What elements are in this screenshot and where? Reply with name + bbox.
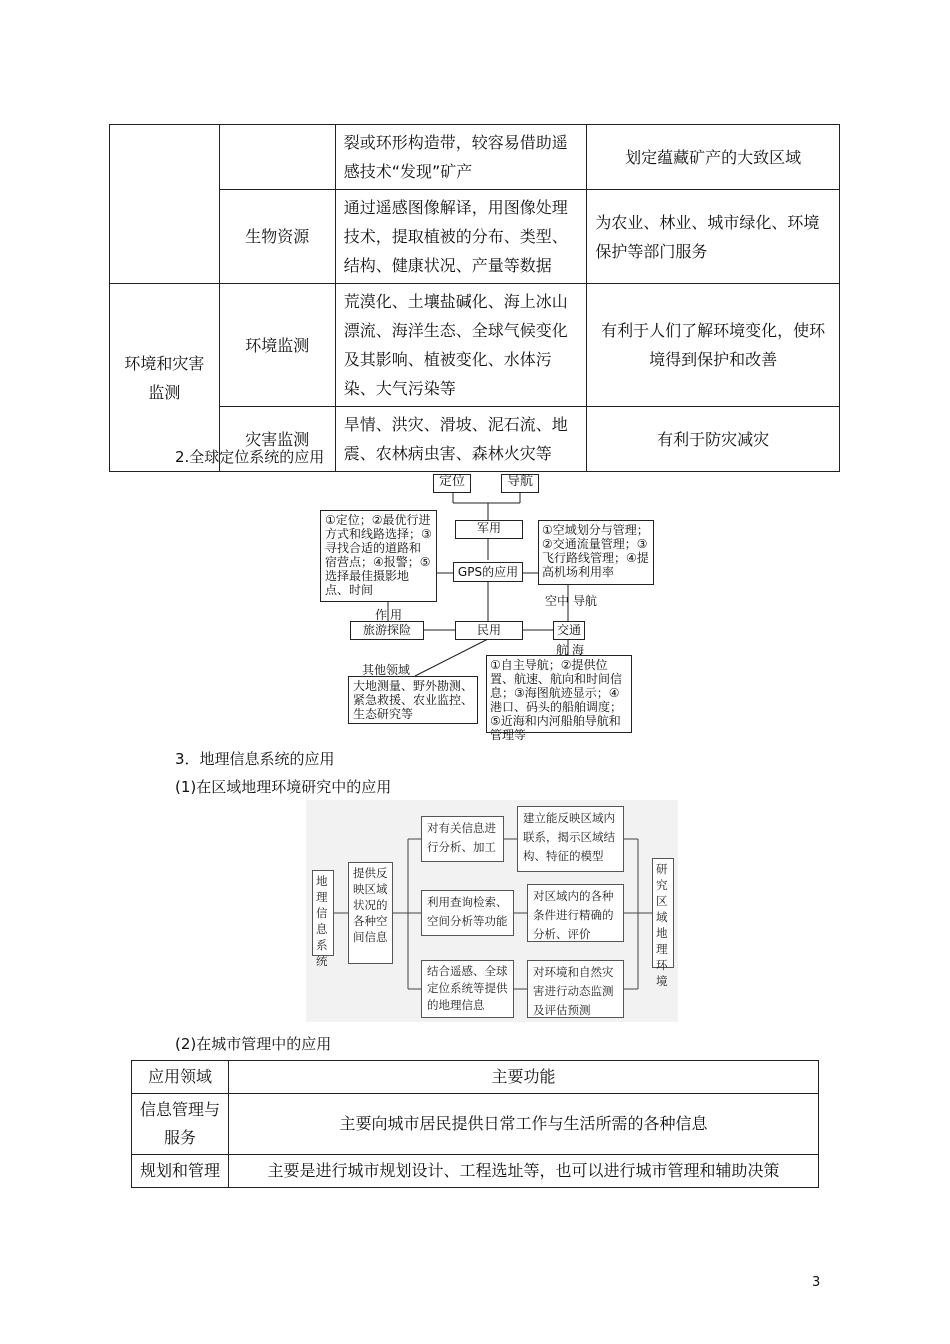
sea-navigation-box: ①自主导航；②提供位置、航速、航向和时间信息；③海图航迹显示；④港口、码头的船舶调度；⑤近海和内河船舶导航和管理等 [486, 655, 632, 733]
table-cell: 主要向城市居民提供日常工作与生活所需的各种信息 [229, 1094, 819, 1155]
sub-heading: (1)在区域地理环境研究中的应用 [175, 778, 392, 796]
section-heading: 3．地理信息系统的应用 [175, 750, 335, 768]
table-cell: 有利于防灾减灾 [587, 407, 840, 472]
table-row [132, 1061, 819, 1094]
table-cell: 规划和管理 [132, 1155, 229, 1188]
table-cell: 为农业、林业、城市绿化、环境保护等部门服务 [587, 190, 840, 284]
gis-diagram [306, 800, 678, 1022]
table-cell: 旱情、洪灾、滑坡、泥石流、地震、农林病虫害、森林火灾等 [335, 407, 587, 472]
research-box: 研究区域地理环境 [652, 858, 674, 968]
label-hang: 航 [556, 643, 569, 657]
table-row [132, 1155, 819, 1188]
label-other: 其他领域 [362, 663, 411, 677]
sub-heading: (2)在城市管理中的应用 [175, 1035, 332, 1053]
query-box: 利用查询检索、空间分析等功能 [421, 890, 514, 936]
table-cell: 信息管理与服务 [132, 1094, 229, 1155]
section-heading: 2.全球定位系统的应用 [175, 448, 325, 466]
table-cell: 荒漠化、土壤盐碱化、海上冰山漂流、海洋生态、全球气候变化及其影响、植被变化、水体污染、大气污染等 [335, 284, 587, 407]
urban-management-table [131, 1060, 819, 1188]
label-hai: 海 [572, 643, 585, 657]
table-cell: 有利于人们了解环境变化，使环境得到保护和改善 [587, 284, 840, 407]
label-air: 空中 [545, 594, 570, 608]
table-cell: 通过遥感图像解译，用图像处理技术，提取植被的分布、类型、结构、健康状况、产量等数据 [335, 190, 587, 284]
label-air-nav: 导航 [573, 594, 598, 608]
civil-box: 民用 [455, 621, 523, 640]
travel-function-box: ①定位；②最优行进方式和线路选择；③寻找合适的道路和宿营点；④报警；⑤选择最佳摄影地点、时间 [320, 510, 437, 602]
positioning-box: 定位 [433, 474, 471, 493]
table-row [132, 1094, 819, 1155]
evaluation-box: 对区域内的各种条件进行精确的分析、评价 [527, 884, 624, 942]
other-fields-box: 大地测量、野外勘测、紧急救援、农业监控、生态研究等 [348, 676, 478, 724]
integration-box: 结合遥感、全球定位系统等提供的地理信息 [421, 960, 514, 1018]
page-number: 3 [812, 1275, 821, 1290]
gis-label-box: 地理信息系统 [312, 870, 334, 956]
air-navigation-box: ①空域划分与管理；②交通流量管理；③飞行路线管理；④提高机场利用率 [538, 520, 654, 585]
travel-adventure-box: 旅游探险 [350, 621, 424, 640]
table-cell: 环境监测 [219, 284, 335, 407]
table-cell: 裂或环形构造带，较容易借助遥感技术“发现”矿产 [335, 125, 587, 190]
table-cell: 灾害监测 [219, 407, 335, 472]
table-cell: 生物资源 [219, 190, 335, 284]
navigation-box: 导航 [501, 474, 539, 493]
analysis-box: 对有关信息进行分析、加工 [421, 816, 504, 862]
gps-center-box: GPS的应用 [453, 562, 523, 582]
traffic-box: 交通 [553, 621, 585, 640]
table-cell: 划定蕴藏矿产的大致区域 [587, 125, 840, 190]
table-header-cell: 应用领域 [132, 1061, 229, 1094]
monitoring-box: 对环境和自然灾害进行动态监测及评估预测 [527, 960, 624, 1018]
model-box: 建立能反映区域内联系，揭示区域结构、特征的模型 [517, 806, 624, 872]
table-cell: 环境和灾害监测 [110, 284, 220, 472]
military-box: 军用 [455, 520, 523, 539]
label-zuo: 作 [375, 608, 388, 622]
table-cell: 主要是进行城市规划设计、工程选址等，也可以进行城市管理和辅助决策 [229, 1155, 819, 1188]
table-header-cell: 主要功能 [229, 1061, 819, 1094]
spatial-info-box: 提供反映区域状况的各种空间信息 [348, 862, 393, 964]
label-yong: 用 [390, 608, 403, 622]
